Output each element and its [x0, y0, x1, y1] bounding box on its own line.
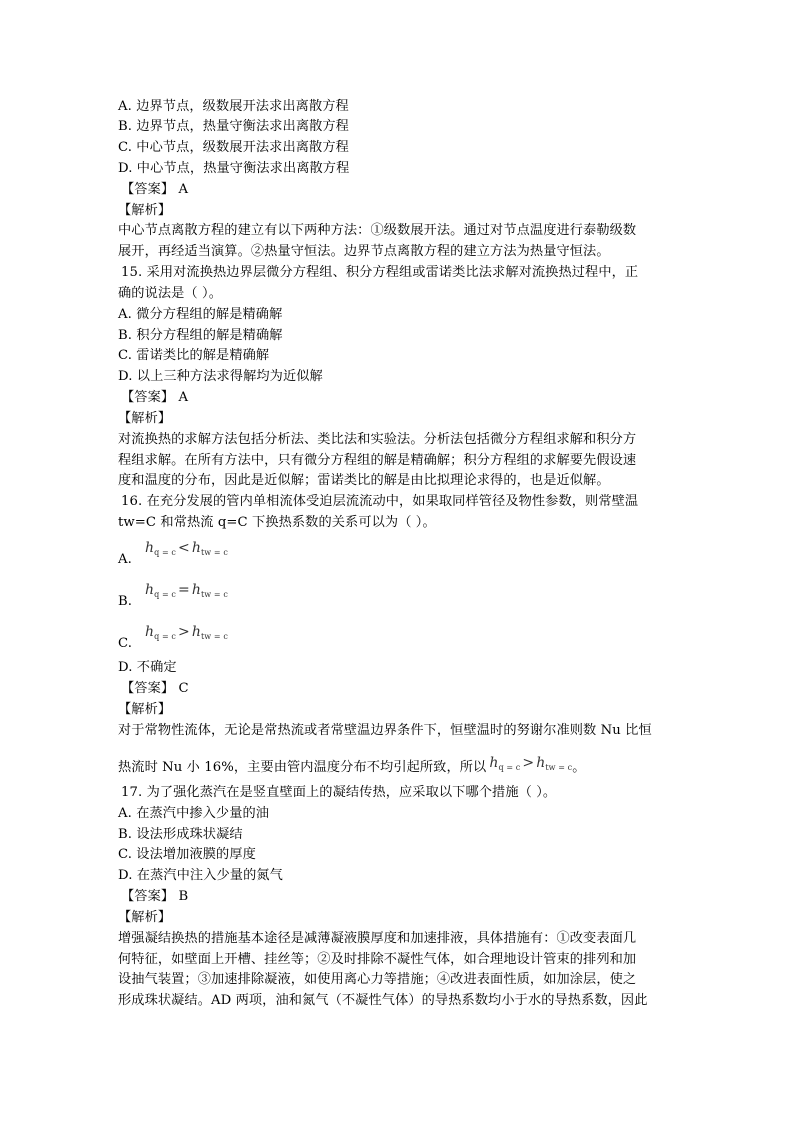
question-15: 15. 采用对流换热边界层微分方程组、积分方程组或雷诺类比法求解对流换热过程中，正: [121, 265, 639, 280]
option-c: C. 设法增加液膜的厚度: [118, 847, 256, 862]
answer-label: 【答案】 B: [121, 889, 189, 904]
question-15-cont: 确的说法是（ ）。: [118, 286, 222, 301]
option-b: B. 边界节点，热量守衡法求出离散方程: [118, 119, 349, 134]
option-c: C. 雷诺类比的解是精确解: [118, 348, 270, 363]
analysis-label: 【解析】: [118, 702, 172, 717]
analysis-label: 【解析】: [118, 203, 172, 218]
formula-inline: $h_{q = c} > h_{tw = c}$: [489, 755, 573, 772]
option-d: D. 不确定: [118, 660, 177, 675]
analysis-text: 形成珠状凝结。AD 两项，油和氮气（不凝性气体）的导热系数均小于水的导热系数，因此: [118, 993, 648, 1008]
question-16-cont: tw=C 和常热流 q=C 下换热系数的关系可以为（ ）。: [118, 515, 436, 530]
option-b: B. $h_{q = c} = h_{tw = c}$: [118, 582, 228, 609]
answer-label: 【答案】 C: [121, 681, 189, 696]
analysis-text: 何特征，如壁面上开槽、挂丝等；②及时排除不凝性气体，如合理地设计管束的排列和加: [118, 952, 637, 967]
formula-b: $h_{q = c} = h_{tw = c}$: [145, 582, 228, 599]
option-b: B. 积分方程组的解是精确解: [118, 328, 283, 343]
answer-label: 【答案】 A: [121, 390, 189, 405]
option-a: A. 在蒸汽中掺入少量的油: [118, 806, 270, 821]
analysis-text: 对流换热的求解方法包括分析法、类比法和实验法。分析法包括微分方程组求解和积分方: [118, 432, 637, 447]
analysis-text: 中心节点离散方程的建立有以下两种方法：①级数展开法。通过对节点温度进行泰勒级数: [118, 223, 637, 238]
option-c: C. 中心节点，级数展开法求出离散方程: [118, 140, 349, 155]
option-c: C. $h_{q = c} > h_{tw = c}$: [118, 624, 228, 651]
analysis-text: 对于常物性流体，无论是常热流或者常壁温边界条件下，恒壁温时的努谢尔准则数 Nu 比恒: [118, 723, 652, 738]
formula-a: $h_{q = c} < h_{tw = c}$: [145, 540, 228, 557]
analysis-text: 度和温度的分布，因此是近似解；雷诺类比的解是由比拟理论求得的，也是近似解。: [118, 473, 610, 488]
option-d: D. 中心节点，热量守衡法求出离散方程: [118, 161, 350, 176]
option-d: D. 以上三种方法求得解均为近似解: [118, 369, 323, 384]
answer-label: 【答案】 A: [121, 182, 189, 197]
analysis-label: 【解析】: [118, 411, 172, 426]
analysis-text: 热流时 Nu 小 16%，主要由管内温度分布不均引起所致，所以 $h_{q = c} > h_{tw = c}$。: [118, 755, 586, 775]
analysis-text: 展开，再经适当演算。②热量守恒法。边界节点离散方程的建立方法为热量守恒法。: [118, 244, 610, 259]
question-17: 17. 为了强化蒸汽在是竖直壁面上的凝结传热，应采取以下哪个措施（ ）。: [121, 785, 557, 800]
question-16: 16. 在充分发展的管内单相流体受迫层流流动中，如果取同样管径及物性参数，则常壁温: [121, 494, 639, 509]
analysis-text: 设抽气装置；③加速排除凝液，如使用离心力等措施；④改进表面性质，如加涂层，使之: [118, 972, 637, 987]
formula-c: $h_{q = c} > h_{tw = c}$: [145, 624, 228, 641]
option-d: D. 在蒸汽中注入少量的氮气: [118, 868, 283, 883]
analysis-text: 程组求解。在所有方法中，只有微分方程组的解是精确解；积分方程组的求解要先假设速: [118, 453, 637, 468]
option-a: A. 边界节点，级数展开法求出离散方程: [118, 99, 349, 114]
option-b: B. 设法形成珠状凝结: [118, 827, 243, 842]
analysis-text: 增强凝结换热的措施基本途径是减薄凝液膜厚度和加速排液，具体措施有：①改变表面几: [118, 931, 637, 946]
analysis-label: 【解析】: [118, 910, 172, 925]
option-a: A. $h_{q = c} < h_{tw = c}$: [118, 540, 228, 567]
option-a: A. 微分方程组的解是精确解: [118, 307, 283, 322]
